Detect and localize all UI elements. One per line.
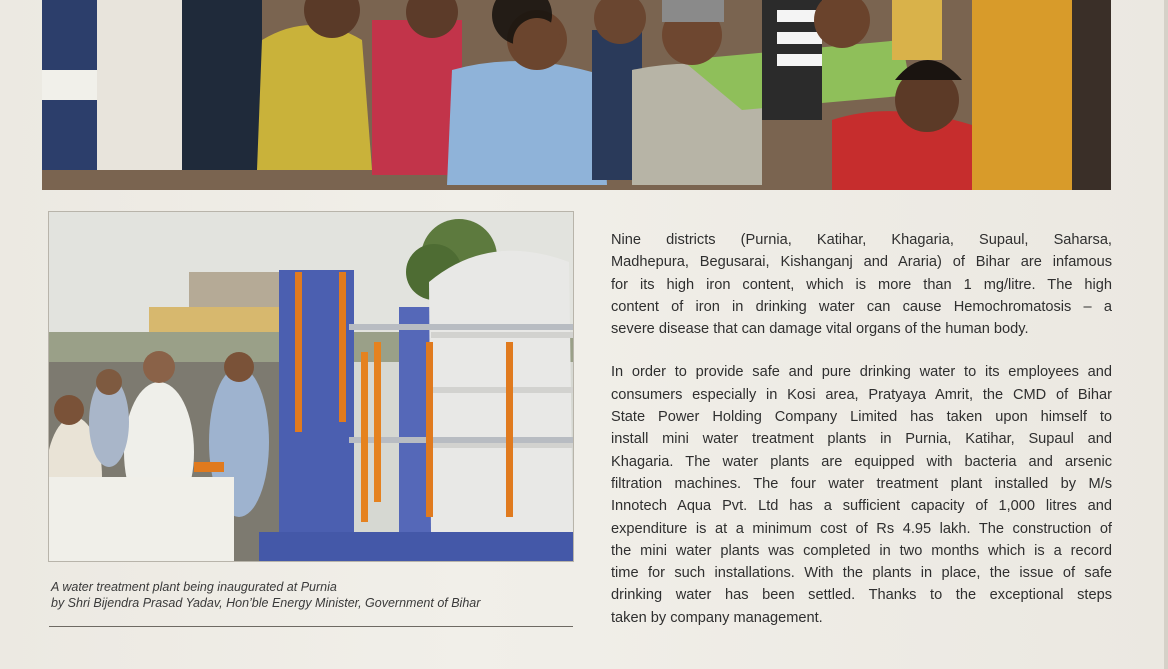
- paragraph-1-line: for its high iron content, which is more than 1 mg/litre. The high: [611, 276, 1112, 293]
- paragraph-2-line: Innotech Aqua Pvt. Ltd has a sufficient capacity of 1,000 litres and: [611, 498, 1112, 515]
- page-edge: [1164, 0, 1168, 669]
- water-treatment-plant-photo: [49, 212, 573, 561]
- paragraph-1-line: severe disease that can damage vital organs of the human body.: [611, 321, 1029, 338]
- children-group-photo: [42, 0, 1111, 190]
- paragraph-2-line: consumers especially in Kosi area, Pratyaya Amrit, the CMD of Bihar: [611, 386, 1112, 403]
- photo-caption: [51, 579, 581, 611]
- paragraph-2-line: the mini water plants was completed in two months which is a record: [611, 542, 1112, 559]
- children-photo-illustration: [42, 0, 1111, 190]
- plant-photo-illustration: [49, 212, 573, 561]
- caption-line-2-suffix: Minister, Government of Bihar: [315, 596, 481, 610]
- article-body: [611, 229, 1112, 629]
- paragraph-2-line: filtration machines. The four water treatment plant installed by M/s: [611, 475, 1112, 492]
- caption-line-1: A water treatment plant being inaugurated at Purnia: [51, 580, 337, 594]
- paragraph-2-line: Khagaria. The water plants are equipped with bacteria and arsenic: [611, 453, 1112, 470]
- paragraph-2-line: taken by company management.: [611, 609, 823, 626]
- paragraph-2-line: install mini water treatment plants in Purnia, Katihar, Supaul and: [611, 431, 1112, 448]
- caption-line-2: [51, 595, 581, 611]
- paragraph-1: [611, 229, 1112, 340]
- paragraph-2-line: time for such installations. With the plants in place, the issue of safe: [611, 565, 1112, 582]
- caption-line-2-prefix: by Shri Bijendra Prasad Yadav, Hon’ble Energy: [51, 596, 316, 610]
- paragraph-2-line: drinking water has been settled. Thanks to the exceptional steps: [611, 587, 1112, 604]
- paragraph-1-line: Nine districts (Purnia, Katihar, Khagaria, Supaul, Saharsa,: [611, 232, 1112, 248]
- paragraph-2-line: In order to provide safe and pure drinking water to its employees and: [611, 364, 1112, 381]
- paragraph-1-line: content of iron in drinking water can cause Hemochromatosis – a: [611, 298, 1112, 315]
- paragraph-2: [611, 361, 1112, 629]
- caption-divider: [49, 626, 573, 627]
- paragraph-2-line: State Power Holding Company Limited has taken upon himself to: [611, 409, 1112, 426]
- paragraph-1-line: Madhepura, Begusarai, Kishanganj and Araria) of Bihar are infamous: [611, 254, 1112, 271]
- paragraph-2-line: expenditure is at a minimum cost of Rs 4.95 lakh. The construction of: [611, 520, 1112, 537]
